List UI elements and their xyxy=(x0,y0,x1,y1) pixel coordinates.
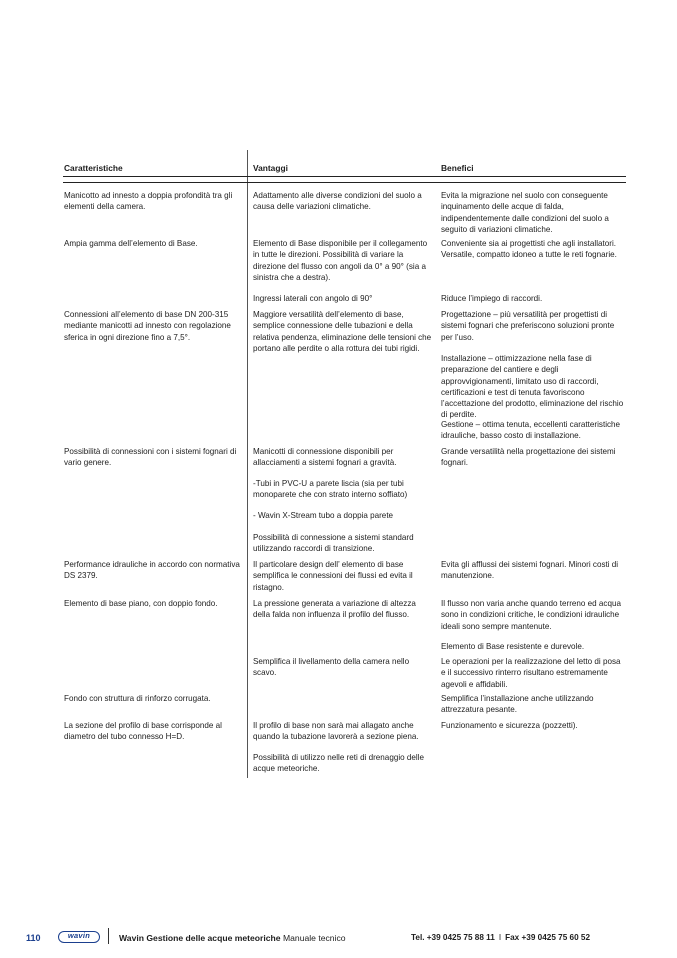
cell-r4-c2-d: Possibilità di connessione a sistemi standard utilizzando raccordi di transizione. xyxy=(253,533,414,554)
logo-text: wavin xyxy=(67,931,91,940)
cell-r7-c3: Semplifica l’installazione anche utilizzando attrezzatura pesante. xyxy=(441,694,594,715)
cell-r2-c2-b: Ingressi laterali con angolo di 90° xyxy=(253,294,373,303)
cell-r8-c1: La sezione del profilo di base corrisponde al diametro del tubo connesso H=D. xyxy=(64,721,222,742)
footer-title xyxy=(119,933,346,943)
cell-r5-c1: Performance idrauliche in accordo con normativa DS 2379. xyxy=(64,560,240,581)
cell-r2-c1: Ampia gamma dell’elemento di Base. xyxy=(64,239,198,248)
cell-r6-c2-b: Semplifica il livellamento della camera nello scavo. xyxy=(253,657,410,678)
cell-r6-c2-a: La pressione generata a variazione di altezza della falda non influenza il profilo del flusso. xyxy=(253,599,416,620)
cell-r2-c3-a: Conveniente sia ai progettisti che agli installatori. Versatile, compatto idoneo a tutte le reti fognarie. xyxy=(441,239,617,260)
footer-divider xyxy=(108,928,109,944)
cell-r5-c3: Evita gli afflussi dei sistemi fognari. Minori costi di manutenzione. xyxy=(441,560,619,581)
cell-r3-c3-a: Progettazione – più versatilità per progettisti di sistemi fognari che preferiscono soluzioni pronte per l’uso. xyxy=(441,310,615,342)
cell-r3-c2: Maggiore versatilità dell’elemento di base, semplice connessione delle tubazioni e della relativa pendenza, eliminazione delle tensioni che portano alle perdite o alla rottura dei tubi rigidi. xyxy=(253,310,432,353)
header-benefici: Benefici xyxy=(441,163,474,173)
cell-r1-c3: Evita la migrazione nel suolo con conseguente inquinamento delle acque di falda, indipendentemente dalle condizioni del suolo a seguito di variazioni climatiche. xyxy=(441,191,609,234)
cell-r2-c3-b: Riduce l’impiego di raccordi. xyxy=(441,294,543,303)
cell-r3-c3-c: Gestione – ottima tenuta, eccellenti caratteristiche idrauliche, basso costo di installazione. xyxy=(441,420,621,441)
cell-r2-c2-a: Elemento di Base disponibile per il collegamento in tutte le direzioni. Possibilità di variare la direzione del flusso con angoli da 0° a 90° (sia a sinistra che a destra). xyxy=(253,239,428,282)
cell-r6-c3-c: Le operazioni per la realizzazione del letto di posa e il successivo rinterro risultano estremamente agevoli e affidabili. xyxy=(441,657,621,689)
footer-separator: I xyxy=(498,933,502,942)
cell-r8-c3: Funzionamento e sicurezza (pozzetti). xyxy=(441,721,578,730)
cell-r7-c1: Fondo con struttura di rinforzo corrugata. xyxy=(64,694,211,703)
cell-r4-c1: Possibilità di connessioni con i sistemi fognari di vario genere. xyxy=(64,447,237,468)
cell-r1-c2: Adattamento alle diverse condizioni del suolo a causa delle variazioni climatiche. xyxy=(253,191,422,212)
cell-r6-c3-b: Elemento di Base resistente e durevole. xyxy=(441,642,585,651)
page-number: 110 xyxy=(26,933,41,943)
cell-r8-c2-b: Possibilità di utilizzo nelle reti di drenaggio delle acque meteoriche. xyxy=(253,753,424,774)
wavin-logo xyxy=(58,931,100,943)
table-vertical-divider xyxy=(247,150,248,778)
footer-contacts xyxy=(411,933,590,942)
cell-r4-c3: Grande versatilità nella progettazione dei sistemi fognari. xyxy=(441,447,616,468)
cell-r4-c2-a: Manicotti di connessione disponibili per allacciamenti a sistemi fognari a gravità. xyxy=(253,447,397,468)
cell-r4-c2-c: - Wavin X-Stream tubo a doppia parete xyxy=(253,511,394,520)
footer-title-bold: Wavin Gestione delle acque meteoriche xyxy=(119,933,281,943)
header-top-rule xyxy=(63,176,626,177)
cell-r5-c2: Il particolare design dell’ elemento di base semplifica le connessioni dei flussi ed evita il ristagno. xyxy=(253,560,413,592)
cell-r6-c1: Elemento di base piano, con doppio fondo. xyxy=(64,599,218,608)
header-bottom-rule xyxy=(63,182,626,183)
cell-r8-c2-a: Il profilo di base non sarà mai allagato anche quando la tubazione lavorerà a sezione piena. xyxy=(253,721,419,742)
cell-r6-c3-a: Il flusso non varia anche quando terreno ed acqua sono in condizioni critiche, le condizioni idrauliche ideali sono sempre mantenute. xyxy=(441,599,621,631)
header-vantaggi: Vantaggi xyxy=(253,163,288,173)
page-footer xyxy=(0,928,677,948)
header-caratteristiche: Caratteristiche xyxy=(64,163,123,173)
cell-r3-c1: Connessioni all’elemento di base DN 200-315 mediante manicotti ad innesto con regolazione sferica in ogni direzione fino a 7,5°. xyxy=(64,310,231,342)
footer-title-regular: Manuale tecnico xyxy=(282,933,346,943)
footer-fax: Fax +39 0425 75 60 52 xyxy=(505,933,591,942)
footer-tel: Tel. +39 0425 75 88 11 xyxy=(411,933,495,942)
cell-r4-c2-b: -Tubi in PVC-U a parete liscia (sia per tubi monoparete che con strato interno soffiato) xyxy=(253,479,408,500)
cell-r1-c1: Manicotto ad innesto a doppia profondità tra gli elementi della camera. xyxy=(64,191,233,212)
cell-r3-c3-b: Installazione – ottimizzazione nella fase di preparazione del cantiere e degli approvvigionamenti, limitato uso di raccordi, certificazioni e test di tenuta favoriscono l’accettazione del prodotto, eliminazione del rischio di perdite. xyxy=(441,354,624,420)
